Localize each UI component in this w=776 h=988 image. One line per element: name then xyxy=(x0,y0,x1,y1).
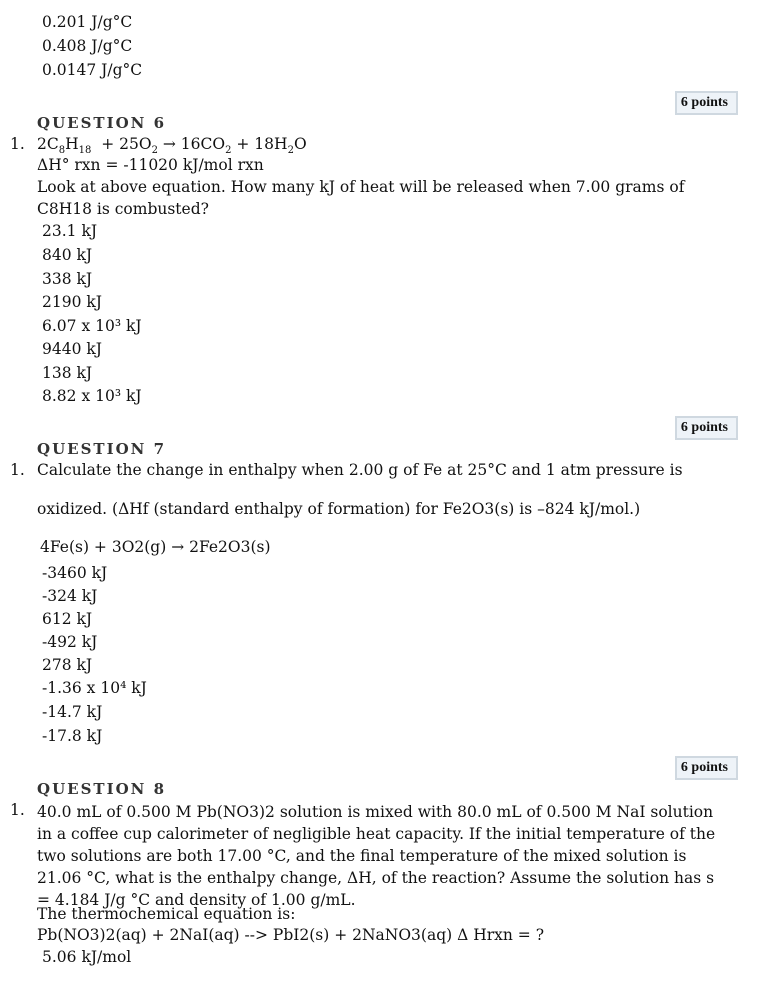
q7-option-7[interactable]: -14.7 kJ xyxy=(42,703,103,721)
q6-option-6[interactable]: 9440 kJ xyxy=(42,340,102,358)
q8-equation: Pb(NO3)2(aq) + 2NaI(aq) --> PbI2(s) + 2NaNO3(aq) Δ Hrxn = ? xyxy=(37,926,545,944)
prev-option-3[interactable]: 0.0147 J/g°C xyxy=(42,61,143,79)
q7-heading: QUESTION 7 xyxy=(37,440,167,458)
q6-dh-line: ΔH° rxn = -11020 kJ/mol rxn xyxy=(37,156,264,174)
q7-option-1[interactable]: -3460 kJ xyxy=(42,564,108,582)
q6-option-8[interactable]: 8.82 x 10³ kJ xyxy=(42,387,142,405)
prev-option-1[interactable]: 0.201 J/g°C xyxy=(42,13,133,31)
q6-heading: QUESTION 6 xyxy=(37,114,167,132)
q6-number: 1. xyxy=(10,135,25,153)
q8-number: 1. xyxy=(10,801,25,819)
q7-question-line2: oxidized. (ΔHf (standard enthalpy of formation) for Fe2O3(s) is –824 kJ/mol.) xyxy=(37,500,641,518)
q8-points-badge: 6 points xyxy=(675,756,738,780)
q6-question-text: Look at above equation. How many kJ of heat will be released when 7.00 grams of C8H18 is combusted? xyxy=(37,178,685,218)
q7-equation: 4Fe(s) + 3O2(g) → 2Fe2O3(s) xyxy=(40,538,271,556)
q7-option-3[interactable]: 612 kJ xyxy=(42,610,93,628)
prev-option-2[interactable]: 0.408 J/g°C xyxy=(42,37,133,55)
q8-heading: QUESTION 8 xyxy=(37,780,167,798)
q7-number: 1. xyxy=(10,461,25,479)
q8-question-text: 40.0 mL of 0.500 M Pb(NO3)2 solution is mixed with 80.0 mL of 0.500 M NaI solution in a coffee cup calorimeter of negligible heat capacity. If the initial temperature of the two solutions are both 17.00 °C, and the final temperature of the mixed solution is 21.06 °C, what is the enthalpy change, ΔH, of the reaction? Assume the solution has s = 4.184 J/g °C and density of 1.00 g/mL. xyxy=(37,803,716,909)
q8-option-1[interactable]: 5.06 kJ/mol xyxy=(42,948,132,966)
q6-option-3[interactable]: 338 kJ xyxy=(42,270,93,288)
q6-option-2[interactable]: 840 kJ xyxy=(42,246,93,264)
q7-points-badge: 6 points xyxy=(675,416,738,440)
q6-option-4[interactable]: 2190 kJ xyxy=(42,293,102,311)
q7-option-5[interactable]: 278 kJ xyxy=(42,656,93,674)
q8-equation-label: The thermochemical equation is: xyxy=(37,905,296,923)
q7-option-4[interactable]: -492 kJ xyxy=(42,633,98,651)
q6-option-5[interactable]: 6.07 x 10³ kJ xyxy=(42,317,142,335)
q6-points-badge: 6 points xyxy=(675,91,738,115)
q7-option-6[interactable]: -1.36 x 10⁴ kJ xyxy=(42,679,147,697)
q6-option-7[interactable]: 138 kJ xyxy=(42,364,93,382)
q6-equation: $2C_8H_{18} + 25O_2 \to 16CO_2 + 18H_2O$ xyxy=(37,135,307,157)
q7-option-2[interactable]: -324 kJ xyxy=(42,587,98,605)
q6-option-1[interactable]: 23.1 kJ xyxy=(42,222,98,240)
q7-question-line1: Calculate the change in enthalpy when 2.00 g of Fe at 25°C and 1 atm pressure is xyxy=(37,461,683,479)
q7-option-8[interactable]: -17.8 kJ xyxy=(42,727,103,745)
